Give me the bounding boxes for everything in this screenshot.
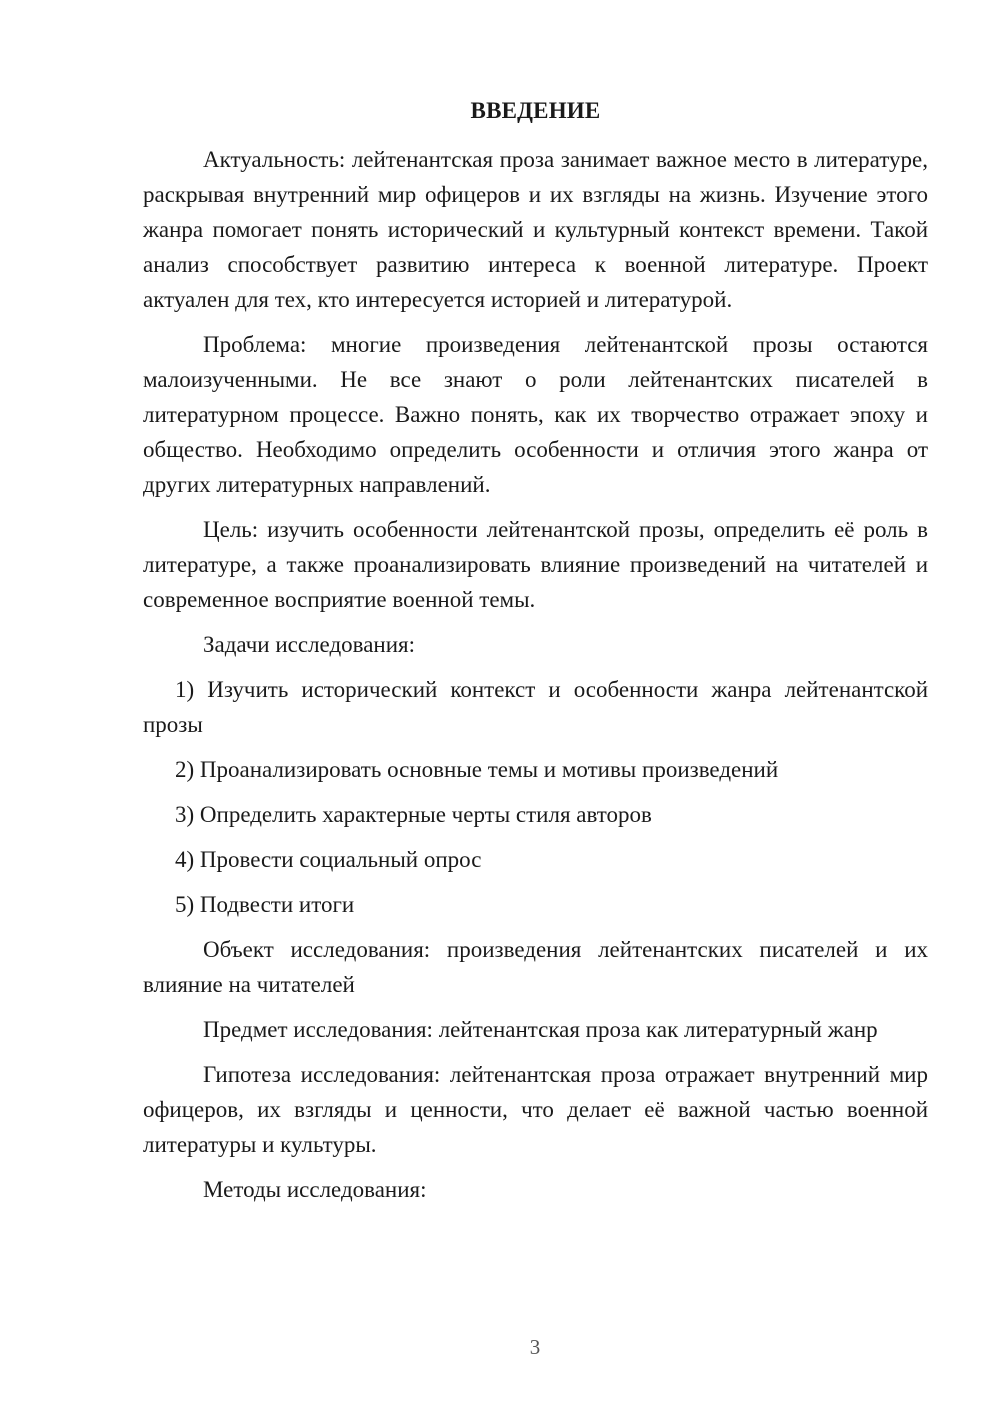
paragraph-hypothesis: Гипотеза исследования: лейтенантская проза отражает внутренний мир офицеров, их взгляды и ценности, что делает её важной частью военной литературы и культуры. xyxy=(143,1062,928,1157)
task-item-4: 4) Провести социальный опрос xyxy=(175,847,482,872)
section-heading: ВВЕДЕНИЕ xyxy=(470,98,601,123)
document-body xyxy=(143,142,928,1217)
paragraph-goal: Цель: изучить особенности лейтенантской прозы, определить её роль в литературе, а также проанализировать влияние произведений на читателей и современное восприятие военной темы. xyxy=(143,517,928,612)
task-item-5: 5) Подвести итоги xyxy=(175,892,355,917)
paragraph-problem: Проблема: многие произведения лейтенантской прозы остаются малоизученными. Не все знают о роли лейтенантских писателей в литературном процессе. Важно понять, как их творчество отражает эпоху и общество. Необходимо определить особенности и отличия этого жанра от других литературных направлений. xyxy=(143,332,928,497)
tasks-title: Задачи исследования: xyxy=(203,632,416,657)
task-item-3: 3) Определить характерные черты стиля авторов xyxy=(175,802,652,827)
methods-title: Методы исследования: xyxy=(203,1177,427,1202)
page-number: 3 xyxy=(529,1335,541,1359)
task-item-1: 1) Изучить исторический контекст и особенности жанра лейтенантской прозы xyxy=(143,677,928,737)
task-item-2: 2) Проанализировать основные темы и мотивы произведений xyxy=(175,757,779,782)
paragraph-relevance: Актуальность: лейтенантская проза занимает важное место в литературе, раскрывая внутренний мир офицеров и их взгляды на жизнь. Изучение этого жанра помогает понять исторический и культурный контекст времени. Такой анализ способствует развитию интереса к военной литературе. Проект актуален для тех, кто интересуется историей и литературой. xyxy=(143,147,928,312)
paragraph-subject: Предмет исследования: лейтенантская проза как литературный жанр xyxy=(203,1017,878,1042)
paragraph-object: Объект исследования: произведения лейтенантских писателей и их влияние на читателей xyxy=(143,937,928,997)
